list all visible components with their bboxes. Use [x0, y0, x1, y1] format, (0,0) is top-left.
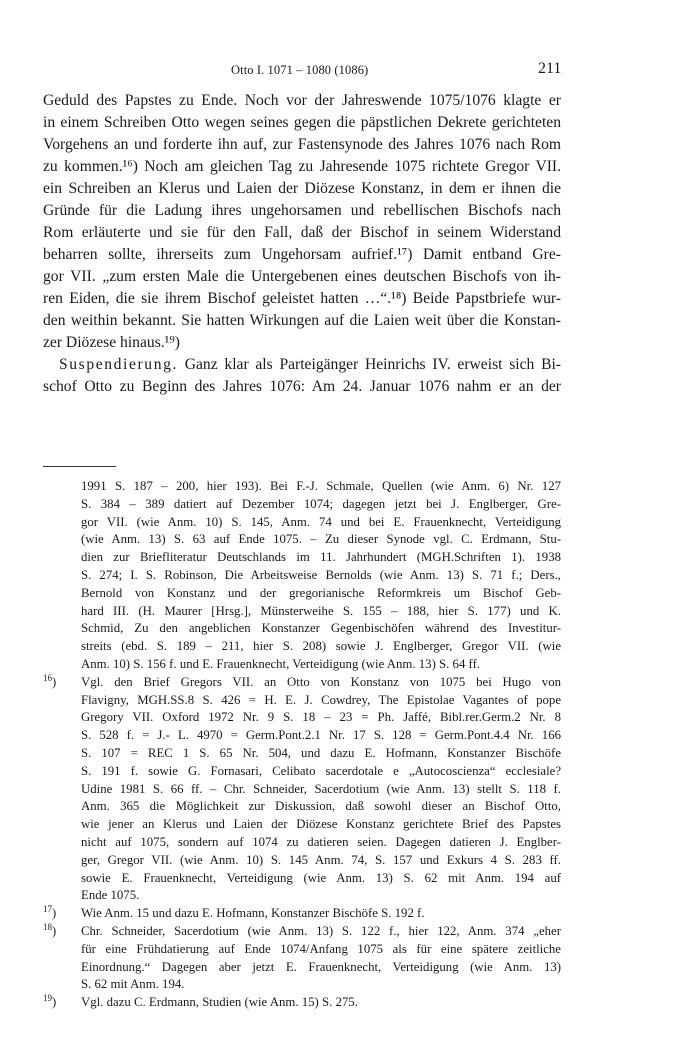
body-line: Vorgehens an und forderte ihn auf, zur Fastensynode des Jahres 1076 nach Rom	[43, 136, 561, 153]
footnote-line: dien zur Briefliteratur Deutschlands im 11. Jahrhundert (MGH.Schriften 1). 1938	[81, 550, 561, 565]
footnote-marker: $^{17}$)	[43, 904, 57, 921]
footnote	[43, 674, 561, 905]
footnote-line: Schmid, Zu den angeblichen Konstanzer Gegenbischöfen während des Investitur-	[81, 621, 561, 636]
body-line-text: Ganz klar als Parteigänger Heinrichs IV. erweist sich Bi-	[184, 356, 561, 373]
footnote-text	[81, 674, 561, 905]
footnote-line: nicht auf 1075, sondern auf 1074 zu datieren seien. Dagegen datieren J. Englber-	[81, 834, 561, 849]
footnote-number: 19	[43, 993, 52, 1004]
footnote-line: S. 191 f. sowie G. Fornasari, Celibato sacerdotale e „Autocoscienza“ ecclesiale?	[81, 763, 561, 778]
body-line: ren Eiden, die sie ihrem Bischof geleistet hatten …“.¹⁸) Beide Papstbriefe wur-	[43, 290, 561, 307]
body-line: gor VII. „zum ersten Male die Untergebenen eines deutschen Bischofs von ih-	[43, 268, 561, 285]
footnote-line: S. 528 f. = J.- L. 4970 = Germ.Pont.2.1 Nr. 17 S. 128 = Germ.Pont.4.4 Nr. 166	[81, 728, 561, 743]
footnote-number: 18	[43, 921, 52, 932]
footnote-line: S. 62 mit Anm. 194.	[81, 977, 185, 992]
footnotes	[43, 478, 561, 1012]
footnote-line: für eine Frühdatierung auf Ende 1074/Anfang 1075 als für eine spätere zeitliche	[81, 941, 561, 956]
footnote-text	[81, 478, 561, 674]
footnote-line: Chr. Schneider, Sacerdotium (wie Anm. 13) S. 122 f., hier 122, Anm. 374 „eher	[81, 923, 561, 938]
body-line: schof Otto zu Beginn des Jahres 1076: Am 24. Januar 1076 nahm er an der	[43, 378, 561, 395]
main-text	[43, 90, 561, 398]
body-line: den weithin bekannt. Sie hatten Wirkungen auf die Laien weit über die Konstan-	[43, 312, 561, 329]
footnote-line: 1991 S. 187 – 200, hier 193). Bei F.-J. Schmale, Quellen (wie Anm. 6) Nr. 127	[81, 479, 561, 493]
footnote-line: S. 384 – 389 datiert auf Dezember 1074; dagegen jetzt bei J. Englberger, Gre-	[81, 496, 561, 511]
body-line: zer Diözese hinaus.¹⁹)	[43, 334, 180, 351]
footnote-line: Vgl. den Brief Gregors VII. an Otto von Konstanz von 1075 bei Hugo von	[81, 674, 561, 689]
footnote-number: 17	[43, 904, 52, 915]
footnote-marker: $^{18}$)	[43, 921, 57, 938]
body-line: Rom erläuterte und sie für den Fall, daß der Bischof in seinem Widerstand	[43, 224, 561, 241]
footnote-marker: $^{19}$)	[43, 993, 57, 1010]
footnote-line: Anm. 10) S. 156 f. und E. Frauenknecht, Verteidigung (wie Anm. 13) S. 64 ff.	[81, 656, 481, 671]
footnote-line: Flavigny, MGH.SS.8 S. 426 = H. E. J. Cowdrey, The Epistolae Vagantes of pope	[81, 692, 561, 707]
footnote-line: sowie E. Frauenknecht, Verteidigung (wie Anm. 13) S. 62 mit Anm. 194 auf	[81, 870, 561, 885]
footnote-line: S. 274; I. S. Robinson, Die Arbeitsweise Bernolds (wie Anm. 13) S. 71 f.; Ders.,	[81, 567, 561, 582]
footnote-line: Anm. 365 die Möglichkeit zur Diskussion, daß sowohl dieser an Bischof Otto,	[81, 799, 561, 814]
footnote-line: S. 107 = REC 1 S. 65 Nr. 504, und dazu E. Hofmann, Konstanzer Bischöfe	[81, 745, 561, 760]
footnote-line: Vgl. dazu C. Erdmann, Studien (wie Anm. 15) S. 275.	[81, 995, 358, 1010]
footnote-line: (wie Anm. 13) S. 63 auf Ende 1075. – Zu dieser Synode vgl. C. Erdmann, Stu-	[81, 532, 561, 547]
section-heading-suspendierung: Suspendierung.	[59, 356, 178, 373]
footnote-line: Ende 1075.	[81, 888, 140, 903]
body-line	[43, 354, 561, 376]
footnote	[43, 923, 561, 994]
footnote-line: Wie Anm. 15 und dazu E. Hofmann, Konstanzer Bischöfe S. 192 f.	[81, 906, 425, 921]
footnote-separator	[43, 466, 116, 467]
footnote-number: 16	[43, 672, 52, 683]
footnote-text	[81, 905, 561, 923]
footnote	[43, 905, 561, 923]
footnote-line: streits (ebd. S. 189 – 211, hier S. 208) sowie J. Englberger, Gregor VII. (wie	[81, 639, 561, 654]
body-line: beharren sollte, ihrerseits zum Ungehorsam aufrief.¹⁷) Damit entband Gre-	[43, 246, 561, 263]
body-line: Gründe für die Ladung ihres ungehorsamen und rebellischen Bischofs nach	[43, 202, 561, 219]
footnote-line: Einordnung.“ Dagegen aber jetzt E. Frauenknecht, Verteidigung (wie Anm. 13)	[81, 959, 561, 974]
footnote	[43, 994, 561, 1012]
footnote-line: ger, Gregor VII. (wie Anm. 10) S. 145 Anm. 74, S. 157 und Exkurs 4 S. 283 ff.	[81, 852, 561, 867]
footnote-line: Udine 1981 S. 66 ff. – Chr. Schneider, Sacerdotium (wie Anm. 13) stellt S. 118 f.	[81, 781, 561, 796]
body-line: ein Schreiben an Klerus und Laien der Diözese Konstanz, in dem er ihnen die	[43, 180, 561, 197]
footnote-line: hard III. (H. Maurer [Hrsg.], Münsterweihe S. 155 – 188, hier S. 177) und K.	[81, 603, 561, 618]
body-line: in einem Schreiben Otto wegen seines gegen die päpstlichen Dekrete gerichteten	[43, 114, 561, 131]
footnote	[43, 478, 561, 674]
footnote-line: wie jener an Klerus und Laien der Diözese Konstanz gerichtete Brief des Papstes	[81, 817, 561, 832]
footnote-text	[81, 923, 561, 994]
body-line: zu kommen.¹⁶) Noch am gleichen Tag zu Jahresende 1075 richtete Gregor VII.	[43, 158, 561, 175]
footnote-marker: $^{16}$)	[43, 672, 57, 689]
running-head: Otto I. 1071 – 1080 (1086)	[231, 63, 369, 77]
body-line: Geduld des Papstes zu Ende. Noch vor der Jahreswende 1075/1076 klagte er	[43, 92, 561, 109]
page-number: 211	[538, 60, 562, 77]
footnote-line: Gregory VII. Oxford 1972 Nr. 9 S. 18 – 23 = Ph. Jaffé, Bibl.rer.Germ.2 Nr. 8	[81, 710, 561, 725]
footnote-line: gor VII. (wie Anm. 10) S. 145, Anm. 74 und bei E. Frauenknecht, Verteidigung	[81, 514, 561, 529]
footnote-line: Bernold von Konstanz und der gregorianische Reformkreis um Bischof Geb-	[81, 585, 561, 600]
footnote-text	[81, 994, 561, 1012]
